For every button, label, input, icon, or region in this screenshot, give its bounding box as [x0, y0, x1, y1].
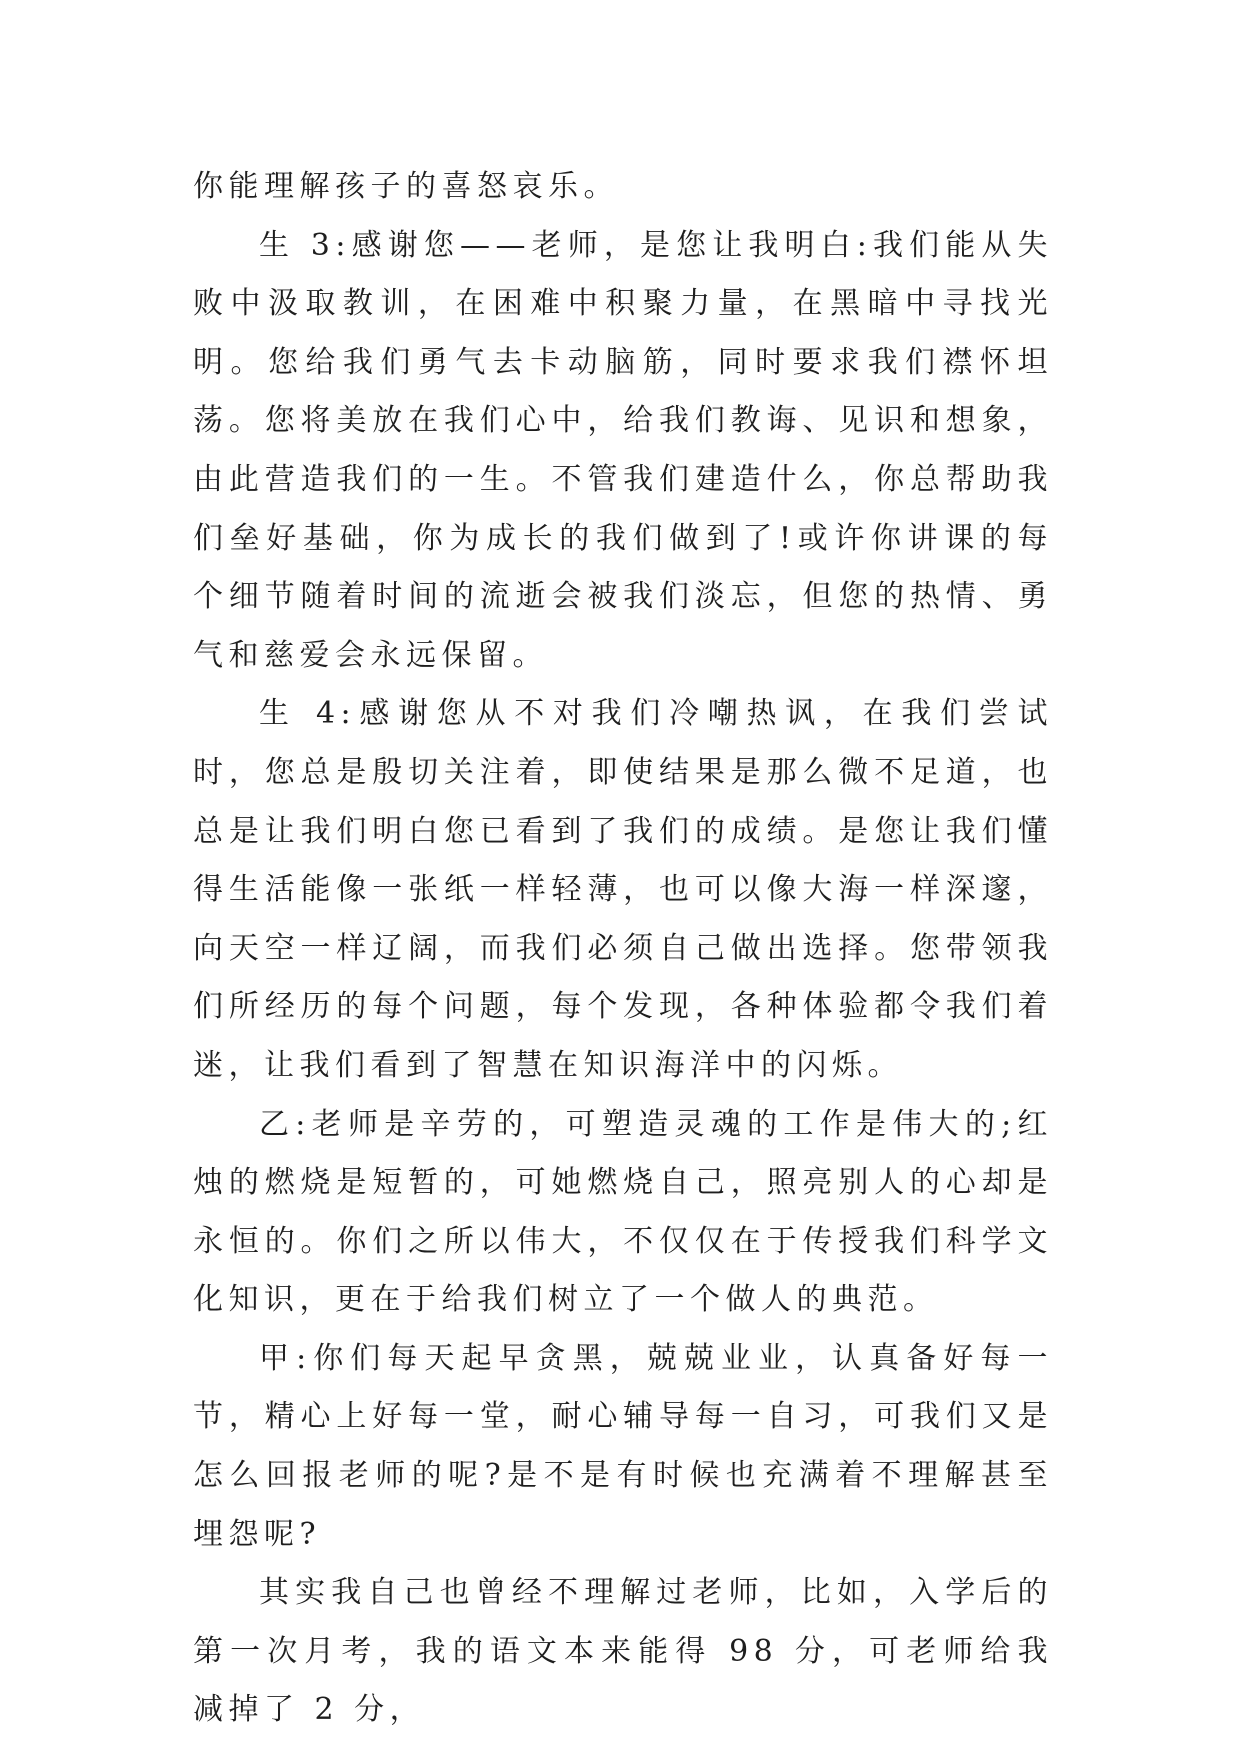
paragraph-narrative: 其实我自己也曾经不理解过老师，比如，入学后的第一次月考，我的语文本来能得 98 分，可老师给我减掉了 2 分，	[193, 1575, 1053, 1728]
paragraph-student-4: 生 4:感谢您从不对我们冷嘲热讽，在我们尝试时，您总是殷切关注着，即使结果是那么微不足道，也总是让我们明白您已看到了我们的成绩。是您让我们懂得生活能像一张纸一样轻薄，也可以像大海一样深邃，向天空一样辽阔，而我们必须自己做出选择。您带领我们所经历的每个问题，每个发现，各种体验都令我们着迷，让我们看到了智慧在知识海洋中的闪烁。	[193, 696, 1053, 1083]
document-body	[193, 158, 1053, 1740]
paragraph-speaker-yi: 乙:老师是辛劳的，可塑造灵魂的工作是伟大的;红烛的燃烧是短暂的，可她燃烧自己，照亮别人的心却是永恒的。你们之所以伟大，不仅仅在于传授我们科学文化知识，更在于给我们树立了一个做人的典范。	[193, 1106, 1053, 1318]
paragraph-student-3: 生 3:感谢您——老师，是您让我明白:我们能从失败中汲取教训，在困难中积聚力量，在黑暗中寻找光明。您给我们勇气去卡动脑筋，同时要求我们襟怀坦荡。您将美放在我们心中，给我们教诲、见识和想象，由此营造我们的一生。不管我们建造什么，你总帮助我们垒好基础，你为成长的我们做到了!或许你讲课的每个细节随着时间的流逝会被我们淡忘，但您的热情、勇气和慈爱会永远保留。	[193, 227, 1053, 673]
paragraph-speaker-jia: 甲:你们每天起早贪黑，兢兢业业，认真备好每一节，精心上好每一堂，耐心辅导每一自习，可我们又是怎么回报老师的呢?是不是有时候也充满着不理解甚至埋怨呢?	[193, 1340, 1053, 1552]
paragraph-continuation: 你能理解孩子的喜怒哀乐。	[193, 169, 619, 204]
